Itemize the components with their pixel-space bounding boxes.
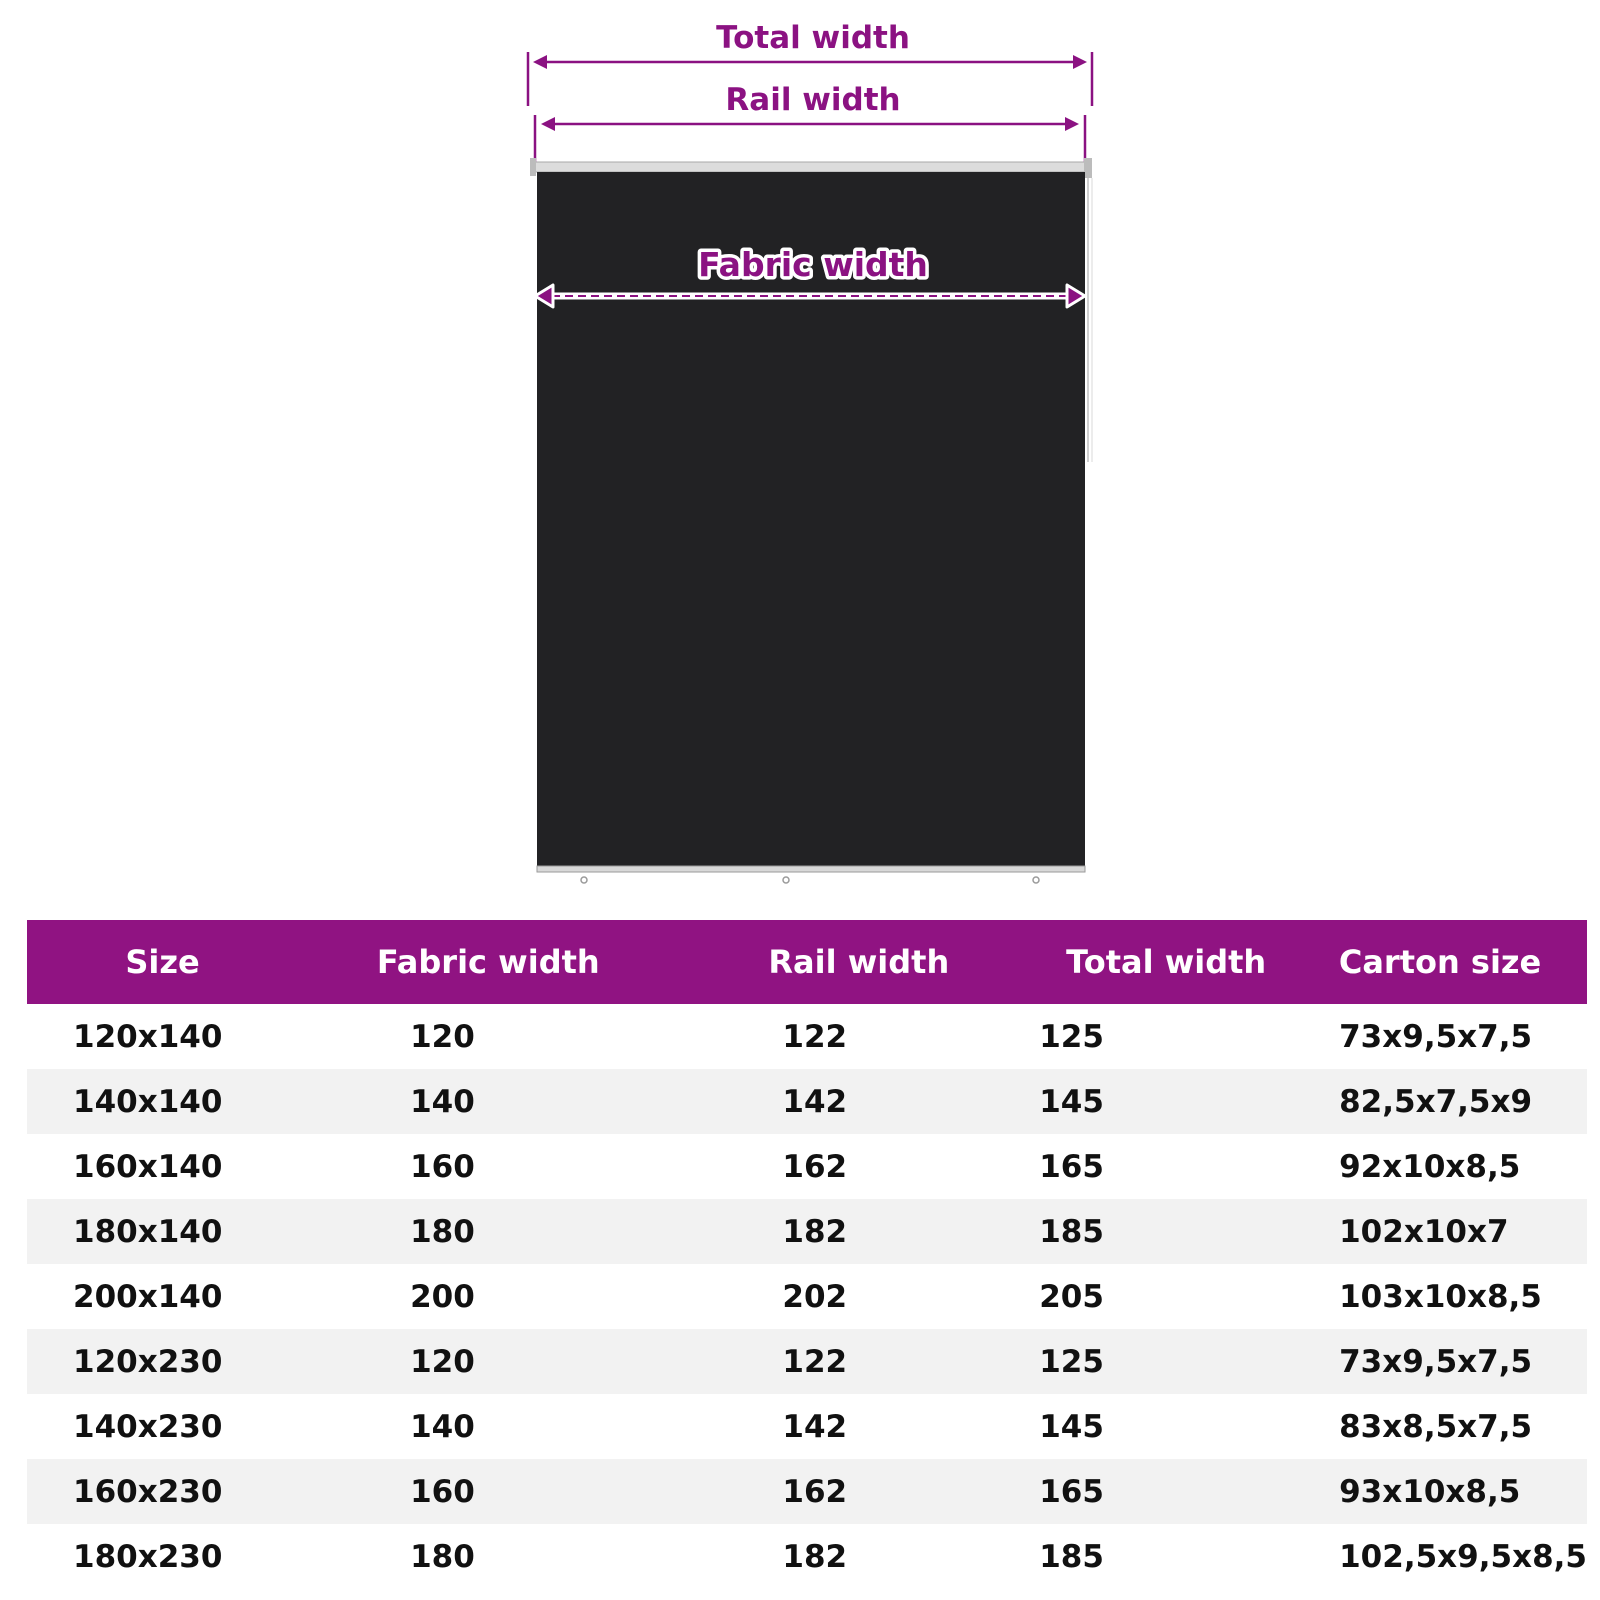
bottom-bar — [537, 866, 1085, 872]
cell-rail-width: 162 — [782, 1148, 848, 1185]
cell-fabric-width: 180 — [298, 1199, 678, 1264]
cell-carton-size: 92x10x8,5 — [1339, 1148, 1521, 1185]
total-width-label: Total width — [716, 20, 910, 56]
cell-size: 140x140 — [27, 1069, 298, 1134]
cell-size: 160x230 — [27, 1459, 298, 1524]
cell-rail-width: 142 — [782, 1408, 848, 1445]
table-row — [27, 1199, 1587, 1264]
cell-total-width: 145 — [1039, 1408, 1104, 1445]
cell-rail-width: 122 — [678, 1329, 1039, 1394]
rail-width-arrow — [535, 115, 1085, 165]
cell-carton-size: 82,5x7,5x9 — [1293, 1069, 1587, 1134]
cell-rail-width: 202 — [782, 1278, 848, 1315]
cell-fabric-width: 140 — [410, 1408, 475, 1445]
cell-total-width: 165 — [1039, 1459, 1293, 1524]
cell-carton-size: 93x10x8,5 — [1293, 1459, 1587, 1524]
cell-carton-size: 73x9,5x7,5 — [1339, 1018, 1533, 1055]
cell-rail-width: 122 — [782, 1018, 848, 1055]
table-row — [27, 1524, 1587, 1589]
header-carton-size: Carton size — [1293, 920, 1587, 1004]
cell-carton-size: 103x10x8,5 — [1339, 1278, 1542, 1315]
cell-fabric-width: 120 — [298, 1329, 678, 1394]
table-row — [27, 1329, 1587, 1394]
bottom-bar-hooks — [581, 877, 1039, 883]
cell-carton-size: 102,5x9,5x8,5 — [1339, 1538, 1587, 1575]
cell-fabric-width: 160 — [410, 1148, 475, 1185]
cell-rail-width: 162 — [678, 1459, 1039, 1524]
header-total-width: Total width — [1039, 920, 1293, 1004]
table-header-row — [27, 920, 1587, 1004]
cell-size: 180x230 — [73, 1538, 223, 1575]
cell-size: 160x140 — [73, 1148, 223, 1185]
cell-size: 180x140 — [27, 1199, 298, 1264]
rail-end-cap-left — [530, 158, 536, 176]
top-rail — [533, 162, 1089, 172]
table-row — [27, 1004, 1587, 1069]
cell-carton-size: 102x10x7 — [1293, 1199, 1587, 1264]
cell-total-width: 185 — [1039, 1538, 1104, 1575]
cell-total-width: 185 — [1039, 1199, 1293, 1264]
table-row — [27, 1394, 1587, 1459]
cell-fabric-width: 120 — [410, 1018, 475, 1055]
cell-carton-size: 83x8,5x7,5 — [1339, 1408, 1533, 1445]
cell-size: 120x140 — [73, 1018, 223, 1055]
cell-fabric-width: 140 — [298, 1069, 678, 1134]
cell-fabric-width: 180 — [410, 1538, 475, 1575]
table-row — [27, 1134, 1587, 1199]
cell-rail-width: 182 — [782, 1538, 848, 1575]
cell-carton-size: 73x9,5x7,5 — [1293, 1329, 1587, 1394]
cell-rail-width: 182 — [678, 1199, 1039, 1264]
cell-fabric-width: 160 — [298, 1459, 678, 1524]
fabric-width-label: Fabric width — [698, 245, 928, 284]
header-size: Size — [27, 920, 298, 1004]
rail-end-cap-right — [1084, 158, 1092, 178]
cell-rail-width: 142 — [678, 1069, 1039, 1134]
cell-total-width: 145 — [1039, 1069, 1293, 1134]
cell-size: 200x140 — [73, 1278, 223, 1315]
cell-total-width: 165 — [1039, 1148, 1104, 1185]
cell-total-width: 205 — [1039, 1278, 1104, 1315]
cell-size: 120x230 — [27, 1329, 298, 1394]
cell-total-width: 125 — [1039, 1329, 1293, 1394]
cell-size: 140x230 — [73, 1408, 223, 1445]
header-fabric-width: Fabric width — [298, 920, 678, 1004]
rail-width-label: Rail width — [725, 82, 901, 118]
table-row — [27, 1459, 1587, 1524]
cell-total-width: 125 — [1039, 1018, 1104, 1055]
table-row — [27, 1069, 1587, 1134]
header-rail-width: Rail width — [678, 920, 1039, 1004]
size-table — [27, 920, 1587, 1589]
table-row — [27, 1264, 1587, 1329]
cell-fabric-width: 200 — [410, 1278, 475, 1315]
